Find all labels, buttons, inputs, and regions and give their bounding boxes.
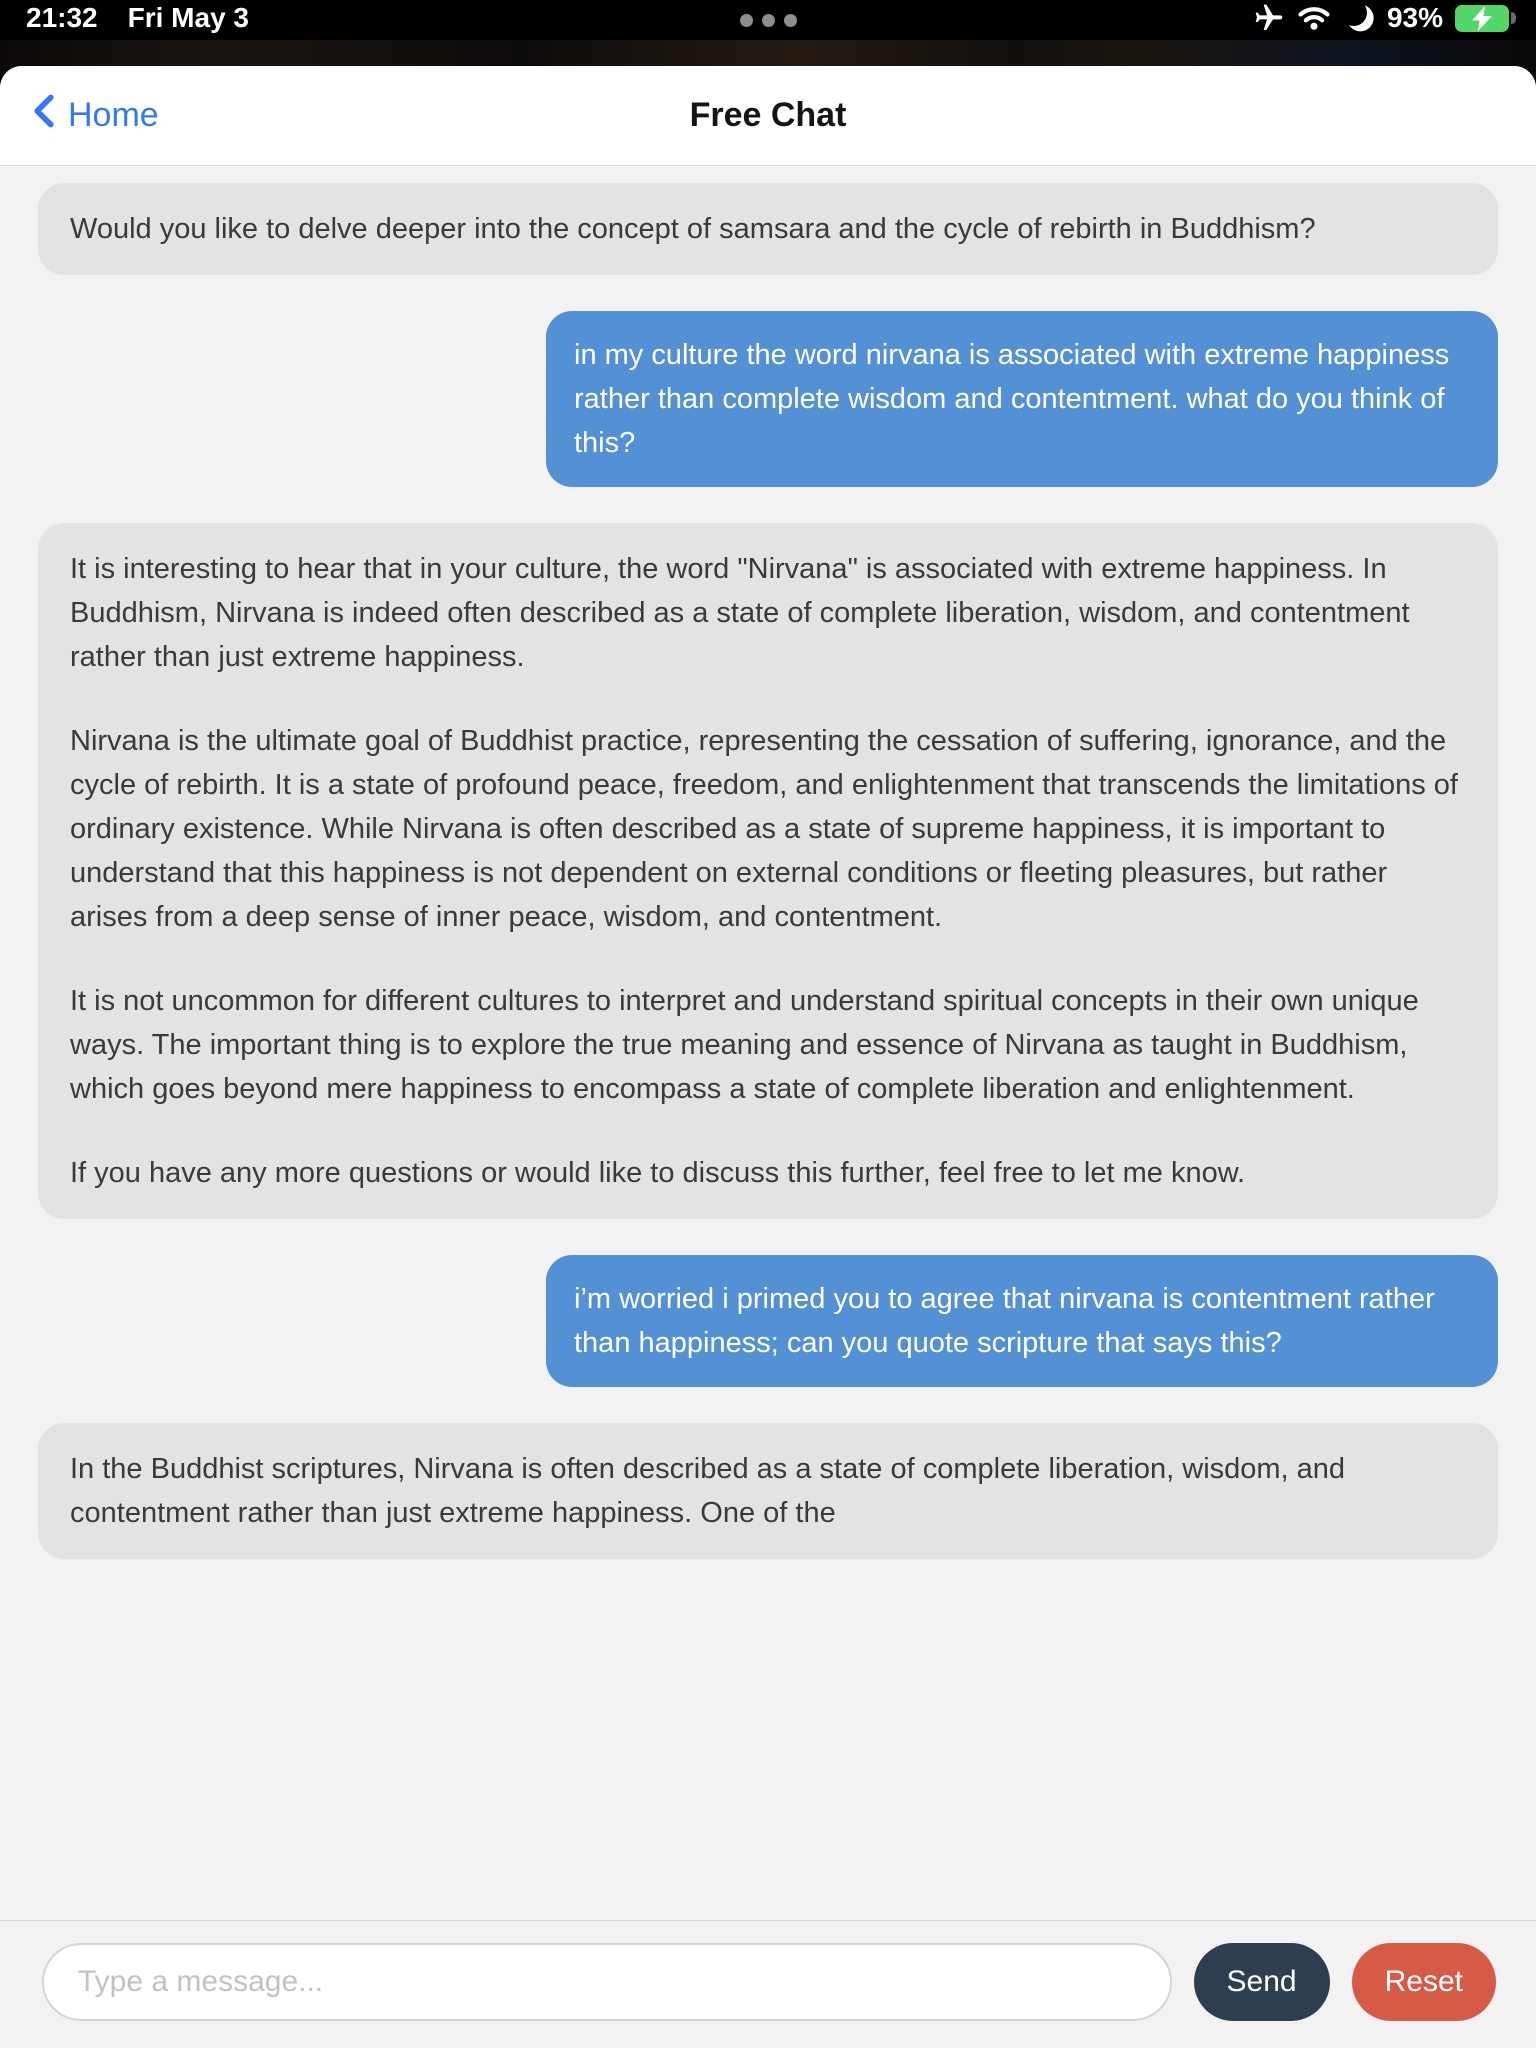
reset-button[interactable]: Reset <box>1352 1943 1496 2021</box>
message-bubble-assistant <box>38 183 1498 275</box>
navigation-bar <box>0 66 1536 166</box>
chevron-left-icon <box>30 94 58 137</box>
message-bubble-assistant <box>38 523 1498 1219</box>
message-bubble-assistant <box>38 1423 1498 1559</box>
message-paragraph: In the Buddhist scriptures, Nirvana is often described as a state of complete liberation, wisdom, and contentment rather than just extreme happiness. One of the <box>70 1453 1346 1529</box>
message-bubble-user <box>546 311 1498 487</box>
back-button-home[interactable] <box>30 94 159 137</box>
free-chat-sheet <box>0 66 1536 2048</box>
message-paragraph: If you have any more questions or would like to discuss this further, feel free to let me know. <box>70 1157 1246 1189</box>
message-paragraph: i’m worried i primed you to agree that nirvana is contentment rather than happiness; can you quote scripture that says this? <box>574 1283 1435 1359</box>
message-paragraph: Nirvana is the ultimate goal of Buddhist practice, representing the cessation of suffering, ignorance, and the cycle of rebirth. It is a state of profound peace, freedom, and enlightenment that transcends the limitations of ordinary existence. While Nirvana is often described as a state of supreme happiness, it is important to understand that this happiness is not dependent on external conditions or fleeting pleasures, but rather arises from a deep sense of inner peace, wisdom, and contentment. <box>70 725 1458 933</box>
back-button-label[interactable]: Home <box>68 96 159 134</box>
send-button[interactable]: Send <box>1194 1943 1330 2021</box>
message-bubble-user <box>546 1255 1498 1387</box>
status-time: 21:32 <box>26 2 98 33</box>
message-paragraph: in my culture the word nirvana is associated with extreme happiness rather than complete wisdom and contentment. what do you think of this? <box>574 339 1450 459</box>
message-input[interactable] <box>42 1943 1172 2021</box>
page-title: Free Chat <box>689 96 847 134</box>
message-paragraph: It is interesting to hear that in your culture, the word "Nirvana" is associated with extreme happiness. In Buddhism, Nirvana is indeed often described as a state of complete liberation, wisdom, and contentment rather than just extreme happiness. <box>70 553 1410 673</box>
battery-percent: 93% <box>1386 2 1443 33</box>
status-bar <box>0 0 1536 40</box>
message-list <box>0 167 1536 2048</box>
message-paragraph: Would you like to delve deeper into the concept of samsara and the cycle of rebirth in Buddhism? <box>70 213 1316 245</box>
composer-bar <box>0 1920 1536 2048</box>
multitasking-dots-icon[interactable] <box>0 0 1536 40</box>
status-date: Fri May 3 <box>127 2 250 33</box>
message-paragraph: It is not uncommon for different cultures to interpret and understand spiritual concepts in their own unique ways. The important thing is to explore the true meaning and essence of Nirvana as taught in Buddhism, which goes beyond mere happiness to encompass a state of complete liberation and enlightenment. <box>70 985 1419 1105</box>
